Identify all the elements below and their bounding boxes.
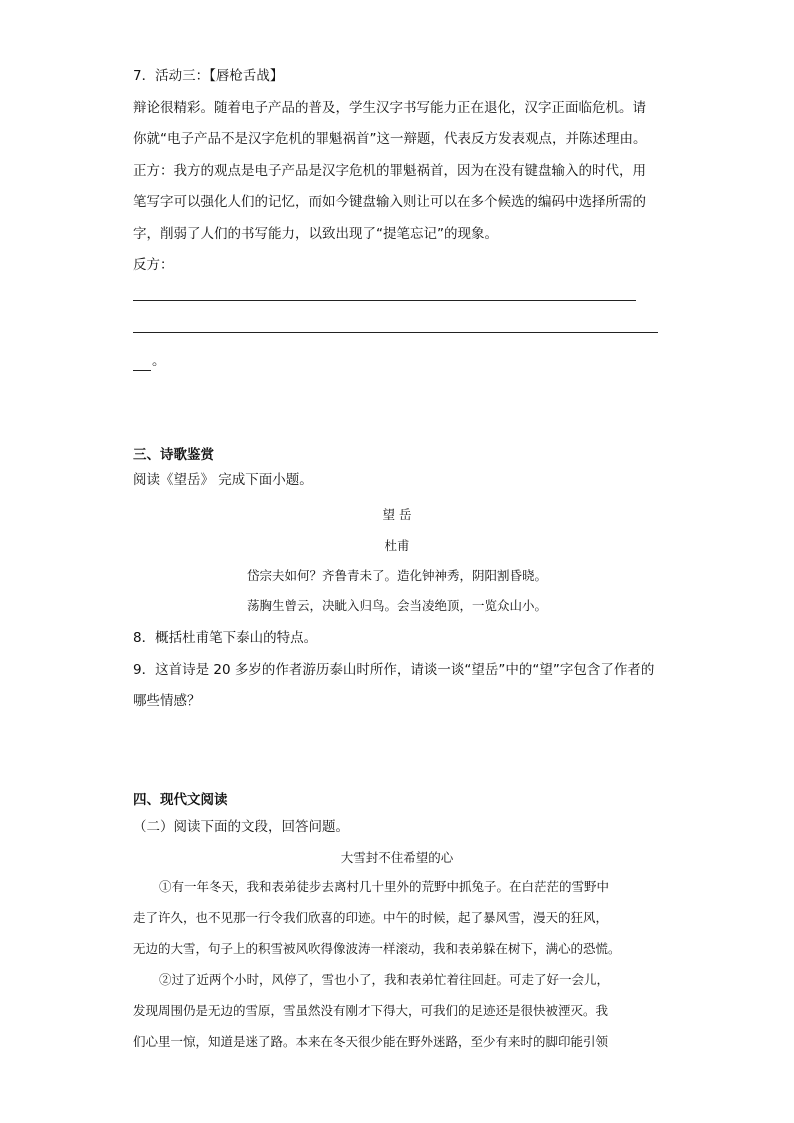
paragraph-line-1: ①有一年冬天，我和表弟徒步去离村几十里外的荒野中抓兔子。在白茫茫的雪野中 (159, 879, 610, 894)
question-7-line-5: 字，削弱了人们的书写能力，以致出现了“提笔忘记”的现象。 (133, 226, 498, 242)
answer-line-1[interactable] (133, 300, 636, 301)
poem-line-1: 岱宗夫如何？齐鲁青未了。造化钟神秀，阴阳割昏晓。 (246, 568, 547, 583)
answer-blank[interactable] (133, 356, 151, 371)
fanfang-label: 反方： (133, 257, 174, 273)
question-8: 8．概括杜甫笔下泰山的特点。 (133, 630, 318, 646)
paragraph-line-5: 发现周围仍是无边的雪原，雪虽然没有刚才下得大，可我们的足迹还是很快被湮灭。我 (133, 1003, 609, 1018)
poem-title: 望 岳 (382, 507, 412, 522)
poem-author: 杜甫 (384, 538, 410, 553)
question-7-line-2: 你就“电子产品不是汉字危机的罪魁祸首”这一辩题，代表反方发表观点，并陈述理由。 (133, 131, 647, 147)
question-7-line-3: 正方：我方的观点是电子产品是汉字危机的罪魁祸首，因为在没有键盘输入的时代，用 (133, 163, 646, 179)
question-9-line-1: 9．这首诗是 20 多岁的作者游历泰山时所作，请谈一谈“望岳”中的“望”字包含了作者的 (133, 662, 655, 678)
question-9-line-2: 哪些情感？ (133, 693, 201, 709)
section-4-heading: 四、现代文阅读 (133, 792, 228, 808)
end-mark: 。 (152, 353, 166, 369)
question-7-line-1: 辩论很精彩。随着电子产品的普及，学生汉字书写能力正在退化，汉字正面临危机。请 (133, 100, 646, 116)
section-3-intro: 阅读《望岳》 完成下面小题。 (133, 472, 313, 488)
paragraph-line-6: 们心里一惊，知道是迷了路。本来在冬天很少能在野外迷路，至少有来时的脚印能引领 (133, 1034, 609, 1049)
paragraph-line-4: ②过了近两个小时，风停了，雪也小了，我和表弟忙着往回赶。可走了好一会儿， (159, 972, 610, 987)
section-3-heading: 三、诗歌鉴赏 (133, 447, 214, 463)
paragraph-line-2: 走了许久，也不见那一行令我们欣喜的印迹。中午的时候，起了暴风雪，漫天的狂风， (133, 910, 609, 925)
section-4-intro: （二）阅读下面的文段，回答问题。 (133, 819, 349, 835)
answer-line-2[interactable] (133, 332, 658, 333)
answer-line-3[interactable] (133, 351, 166, 371)
question-7-title: 7．活动三：【唇枪舌战】 (133, 68, 284, 84)
paragraph-line-3: 无边的大雪，句子上的积雪被风吹得像波涛一样滚动，我和表弟躲在树下，满心的恐慌。 (133, 941, 621, 956)
question-7-line-4: 笔写字可以强化人们的记忆，而如今键盘输入则让可以在多个候选的编码中选择所需的 (133, 194, 646, 210)
poem-line-2: 荡胸生曾云，决眦入归鸟。会当凌绝顶，一览众山小。 (246, 598, 547, 613)
article-title: 大雪封不住希望的心 (340, 850, 454, 865)
